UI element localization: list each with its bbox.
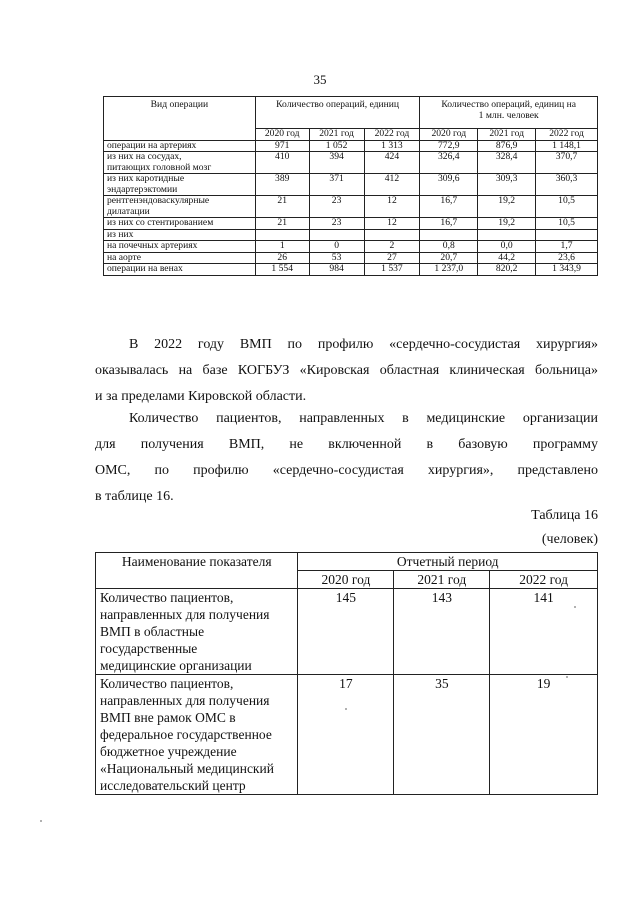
operation-name-cell bbox=[104, 140, 256, 152]
value-cell: 12 bbox=[364, 218, 420, 230]
column-header-operation-type: Вид операции bbox=[104, 97, 256, 141]
value-cell: 1 554 bbox=[255, 264, 309, 276]
value-cell: 145 bbox=[298, 589, 394, 675]
operation-name-cell bbox=[104, 264, 256, 276]
value-cell bbox=[420, 229, 478, 241]
year-header: 2022 год bbox=[364, 129, 420, 141]
paragraph-line: В 2022 году ВМП по профилю «сердечно-сосудистая хирургия» bbox=[129, 337, 598, 352]
year-header: 2021 год bbox=[309, 129, 364, 141]
value-cell: 394 bbox=[309, 152, 364, 174]
patients-table bbox=[95, 552, 598, 795]
indicator-name-line: ВМП в областные bbox=[100, 624, 205, 639]
table-row bbox=[104, 252, 598, 264]
table-row bbox=[104, 264, 598, 276]
table-header-row bbox=[104, 97, 598, 129]
year-header: 2022 год bbox=[536, 129, 598, 141]
value-cell bbox=[255, 229, 309, 241]
value-cell: 53 bbox=[309, 252, 364, 264]
operation-name-line: на аорте bbox=[107, 251, 141, 263]
operation-name-cell bbox=[104, 218, 256, 230]
column-header-period: Отчетный период bbox=[298, 553, 598, 571]
indicator-name-line: направленных для получения bbox=[100, 607, 270, 622]
value-cell: 371 bbox=[309, 174, 364, 196]
value-cell: 1 148,1 bbox=[536, 140, 598, 152]
year-header: 2022 год bbox=[490, 571, 598, 589]
value-cell: 971 bbox=[255, 140, 309, 152]
per-million-header-line2: 1 млн. человек bbox=[478, 109, 539, 121]
operation-name-line: дилатации bbox=[107, 205, 150, 217]
indicator-name-line: направленных для получения bbox=[100, 693, 270, 708]
paragraph-line: ОМС, по профилю «сердечно-сосудистая хирургия», представлено bbox=[95, 463, 598, 478]
table-row bbox=[104, 218, 598, 230]
table-row bbox=[96, 675, 598, 795]
indicator-name-cell bbox=[96, 589, 298, 675]
value-cell: 23 bbox=[309, 196, 364, 218]
value-cell: 412 bbox=[364, 174, 420, 196]
table-unit: (человек) bbox=[541, 532, 598, 547]
value-cell bbox=[364, 229, 420, 241]
value-cell: 1 343,9 bbox=[536, 264, 598, 276]
table-row bbox=[104, 196, 598, 218]
paragraph-profile bbox=[95, 332, 598, 410]
scan-speck bbox=[40, 820, 42, 822]
paragraph-line: в таблице 16. bbox=[95, 489, 174, 504]
value-cell: 23,6 bbox=[536, 252, 598, 264]
paragraph-line: Количество пациентов, направленных в медицинские организации bbox=[129, 411, 598, 426]
per-million-header-line1: Количество операций, единиц на bbox=[441, 99, 577, 110]
value-cell: 16,7 bbox=[420, 218, 478, 230]
value-cell: 1 313 bbox=[364, 140, 420, 152]
paragraph-line: и за пределами Кировской области. bbox=[95, 389, 307, 404]
scan-speck bbox=[574, 606, 576, 608]
operation-name-cell bbox=[104, 229, 256, 241]
paragraph-patients bbox=[95, 406, 598, 510]
year-header: 2020 год bbox=[255, 129, 309, 141]
scan-speck bbox=[566, 676, 568, 678]
year-header: 2020 год bbox=[298, 571, 394, 589]
operation-name-line: из них bbox=[107, 228, 134, 240]
value-cell: 328,4 bbox=[478, 152, 536, 174]
value-cell: 21 bbox=[255, 218, 309, 230]
value-cell: 16,7 bbox=[420, 196, 478, 218]
value-cell: 2 bbox=[364, 241, 420, 253]
operations-table bbox=[103, 96, 598, 276]
value-cell: 10,5 bbox=[536, 196, 598, 218]
value-cell: 12 bbox=[364, 196, 420, 218]
table-row bbox=[96, 589, 598, 675]
value-cell: 26 bbox=[255, 252, 309, 264]
value-cell: 21 bbox=[255, 196, 309, 218]
value-cell: 1 237,0 bbox=[420, 264, 478, 276]
operation-name-cell bbox=[104, 174, 256, 196]
value-cell: 23 bbox=[309, 218, 364, 230]
value-cell: 19,2 bbox=[478, 196, 536, 218]
year-header: 2021 год bbox=[394, 571, 490, 589]
indicator-name-line: Количество пациентов, bbox=[100, 676, 234, 691]
value-cell: 141 bbox=[490, 589, 598, 675]
indicator-name-line: федеральное государственное bbox=[100, 727, 272, 742]
operation-name-line: на почечных артериях bbox=[107, 240, 198, 251]
value-cell: 984 bbox=[309, 264, 364, 276]
operation-name-line: из них на сосудах, bbox=[107, 151, 182, 162]
year-header: 2020 год bbox=[420, 129, 478, 141]
table-header-row bbox=[96, 553, 598, 571]
value-cell: 0,8 bbox=[420, 241, 478, 253]
page-number: 35 bbox=[313, 72, 327, 87]
value-cell: 370,7 bbox=[536, 152, 598, 174]
value-cell: 10,5 bbox=[536, 218, 598, 230]
value-cell: 27 bbox=[364, 252, 420, 264]
indicator-name-line: медицинские организации bbox=[100, 658, 252, 673]
value-cell: 326,4 bbox=[420, 152, 478, 174]
value-cell: 1 537 bbox=[364, 264, 420, 276]
table-row bbox=[104, 229, 598, 241]
indicator-name-line: исследовательский центр bbox=[100, 778, 246, 793]
value-cell: 1 052 bbox=[309, 140, 364, 152]
table-caption: Таблица 16 bbox=[531, 508, 598, 523]
year-header: 2021 год bbox=[478, 129, 536, 141]
value-cell: 820,2 bbox=[478, 264, 536, 276]
table-row bbox=[104, 140, 598, 152]
value-cell: 309,3 bbox=[478, 174, 536, 196]
indicator-name-line: государственные bbox=[100, 641, 198, 656]
scan-speck bbox=[345, 708, 347, 710]
value-cell: 772,9 bbox=[420, 140, 478, 152]
value-cell: 17 bbox=[298, 675, 394, 795]
table-row bbox=[104, 241, 598, 253]
value-cell: 876,9 bbox=[478, 140, 536, 152]
paragraph-line: оказывалась на базе КОГБУЗ «Кировская областная клиническая больница» bbox=[95, 363, 598, 378]
value-cell: 410 bbox=[255, 152, 309, 174]
indicator-name-line: бюджетное учреждение bbox=[100, 744, 237, 759]
value-cell: 309,6 bbox=[420, 174, 478, 196]
value-cell: 35 bbox=[394, 675, 490, 795]
operation-name-line: эндартерэктомии bbox=[107, 183, 178, 195]
operation-name-cell bbox=[104, 196, 256, 218]
operation-name-line: из них каротидные bbox=[107, 173, 185, 184]
value-cell: 424 bbox=[364, 152, 420, 174]
value-cell: 143 bbox=[394, 589, 490, 675]
indicator-name-line: Количество пациентов, bbox=[100, 590, 234, 605]
value-cell: 0,0 bbox=[478, 241, 536, 253]
value-cell: 20,7 bbox=[420, 252, 478, 264]
paragraph-line: для получения ВМП, не включенной в базовую программу bbox=[95, 437, 598, 452]
value-cell: 0 bbox=[309, 241, 364, 253]
value-cell: 389 bbox=[255, 174, 309, 196]
operation-name-line: операции на венах bbox=[107, 263, 183, 274]
column-group-header-per-million bbox=[420, 97, 598, 129]
operation-name-cell bbox=[104, 252, 256, 264]
operation-name-line: операции на артериях bbox=[107, 139, 197, 151]
value-cell: 1 bbox=[255, 241, 309, 253]
table-row bbox=[104, 152, 598, 174]
column-header-indicator: Наименование показателя bbox=[96, 553, 298, 589]
indicator-name-cell bbox=[96, 675, 298, 795]
operation-name-cell bbox=[104, 241, 256, 253]
column-group-header-count: Количество операций, единиц bbox=[255, 97, 420, 129]
value-cell: 360,3 bbox=[536, 174, 598, 196]
value-cell: 44,2 bbox=[478, 252, 536, 264]
value-cell: 1,7 bbox=[536, 241, 598, 253]
operation-name-cell bbox=[104, 152, 256, 174]
value-cell bbox=[309, 229, 364, 241]
value-cell bbox=[478, 229, 536, 241]
operation-name-line: из них со стентированием bbox=[107, 217, 214, 228]
indicator-name-line: ВМП вне рамок ОМС в bbox=[100, 710, 236, 725]
table-row bbox=[104, 174, 598, 196]
value-cell: 19 bbox=[490, 675, 598, 795]
value-cell: 19,2 bbox=[478, 218, 536, 230]
value-cell bbox=[536, 229, 598, 241]
operation-name-line: рентгенэндоваскулярные bbox=[107, 195, 210, 206]
operation-name-line: питающих головной мозг bbox=[107, 161, 212, 173]
indicator-name-line: «Национальный медицинский bbox=[100, 761, 274, 776]
